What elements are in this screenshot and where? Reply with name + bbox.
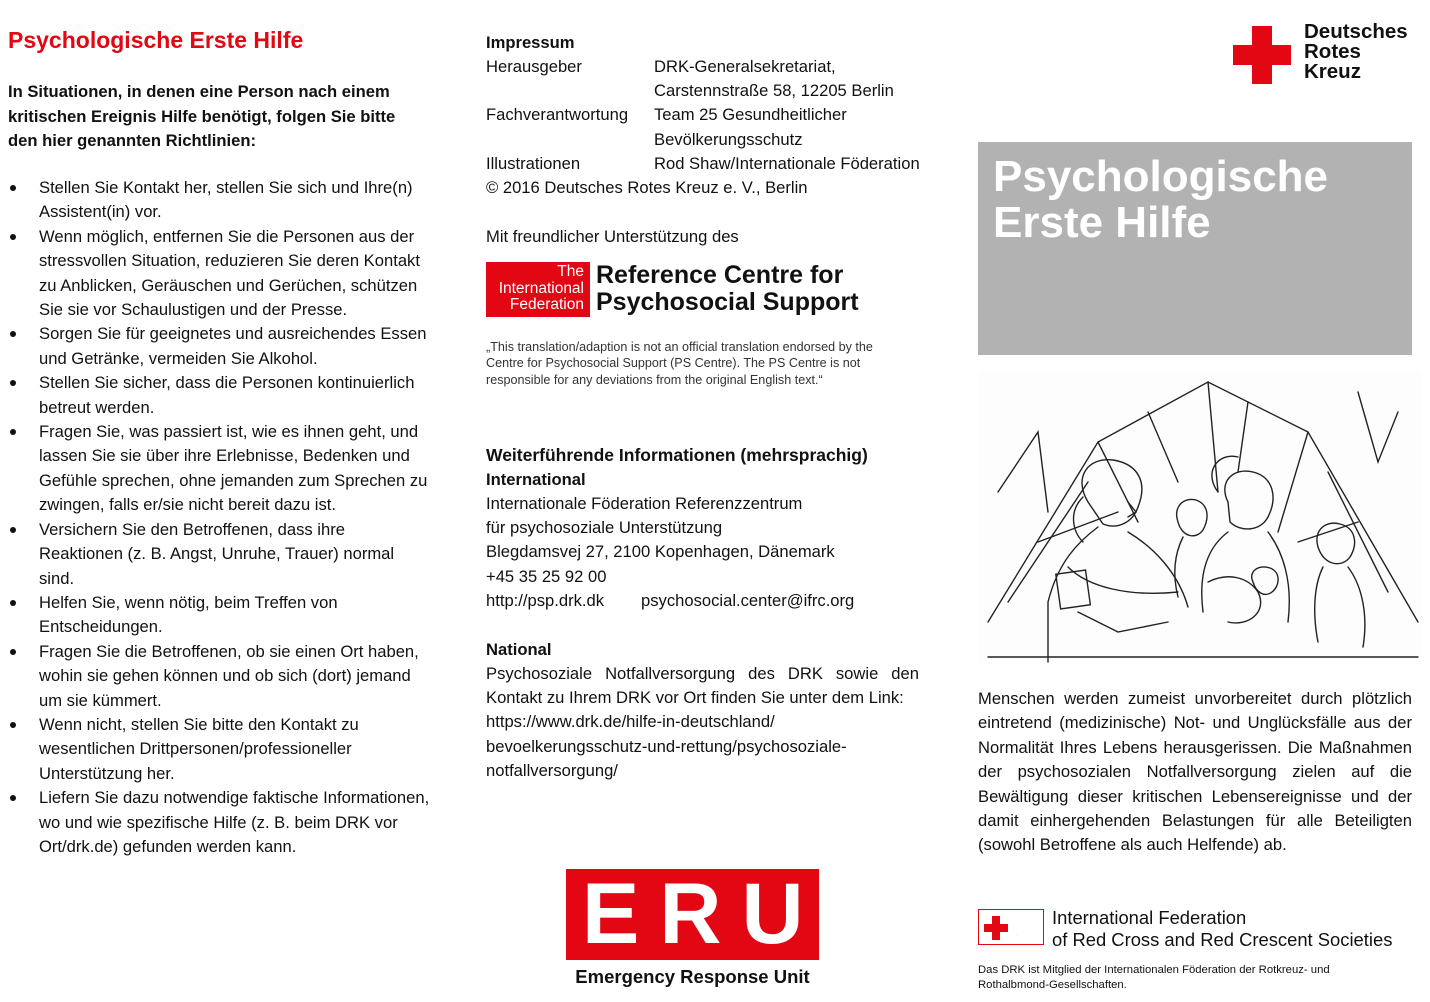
section-title: Psychologische Erste Hilfe bbox=[8, 27, 304, 53]
international-email-link[interactable]: psychosocial.center@ifrc.org bbox=[641, 591, 855, 610]
cover-title bbox=[993, 154, 1328, 246]
list-item: Stellen Sie Kontakt her, stellen Sie sich und Ihre(n) Assistent(in) vor. bbox=[8, 176, 433, 225]
ifrc-logo bbox=[978, 907, 1418, 957]
publisher-address: Carstennstraße 58, 12205 Berlin bbox=[654, 81, 894, 101]
international-web-link[interactable]: http://psp.drk.dk bbox=[486, 591, 605, 610]
eru-caption: Emergency Response Unit bbox=[575, 966, 810, 987]
logo-text: Deutsches bbox=[1304, 20, 1408, 43]
support-text: Mit freundlicher Unterstützung des bbox=[486, 227, 739, 246]
list-item: Fragen Sie die Betroffenen, ob sie einen Ort haben, wohin sie gehen können und ob sich (dort) jemand um sie kümmert. bbox=[8, 640, 433, 713]
national-link[interactable]: bevoelkerungsschutz-und-rettung/psychosoziale- bbox=[486, 737, 847, 756]
reference-centre-logo bbox=[486, 262, 876, 317]
red-cross-icon bbox=[1233, 26, 1291, 84]
list-item: Helfen Sie, wenn nötig, beim Treffen von Entscheidungen. bbox=[8, 591, 433, 640]
responsibility-value-2: Bevölkerungsschutz bbox=[654, 129, 803, 149]
reference-centre-name bbox=[596, 262, 859, 316]
list-item: Wenn möglich, entfernen Sie die Personen aus der stressvollen Situation, reduzieren Sie deren Kontakt zu Anblicken, Geräuschen und Gerüchen, schützen Sie sie vor Schaulustigen und der Presse. bbox=[8, 225, 433, 323]
list-item: Stellen Sie sicher, dass die Personen kontinuierlich betreut werden. bbox=[8, 371, 433, 420]
eru-logo: ERU bbox=[566, 869, 819, 960]
list-item: Wenn nicht, stellen Sie bitte den Kontakt zu wesentlichen Drittpersonen/professioneller Unterstützung her. bbox=[8, 713, 433, 786]
illustrations-value: Rod Shaw/Internationale Föderation bbox=[654, 153, 920, 173]
cover-title-line: Psychologische bbox=[993, 152, 1329, 201]
national-link[interactable]: notfallversorgung/ bbox=[486, 761, 618, 780]
publisher-label: Herausgeber bbox=[486, 57, 582, 76]
copyright: © 2016 Deutsches Rotes Kreuz e. V., Berlin bbox=[486, 178, 808, 198]
logo-text: of Red Cross and Red Crescent Societies bbox=[1052, 929, 1393, 950]
sketch-illustration bbox=[978, 372, 1422, 664]
cover-title-box bbox=[978, 142, 1412, 355]
list-item: Fragen Sie, was passiert ist, wie es ihnen geht, und lassen Sie sie über ihre Erlebnisse, Bedenken und Gefühle sprechen, ohne jemanden zum Sprechen zu zwingen, falls er/sie nicht bereit dazu ist. bbox=[8, 420, 433, 518]
further-info-heading: Weiterführende Informationen (mehrsprachig) bbox=[486, 445, 868, 465]
logo-text: Rotes bbox=[1304, 40, 1361, 63]
guideline-list bbox=[8, 176, 433, 859]
cover-title-line: Erste Hilfe bbox=[993, 198, 1211, 247]
ifrc-emblem bbox=[978, 909, 1044, 945]
responsibility-label: Fachverantwortung bbox=[486, 105, 629, 125]
ifrc-name bbox=[1052, 907, 1392, 951]
impressum-heading: Impressum bbox=[486, 33, 575, 52]
membership-note: Das DRK ist Mitglied der Internationalen Föderation der Rotkreuz- und Rothalbmond-Gesellschaften. bbox=[978, 964, 1330, 991]
national-heading: National bbox=[486, 640, 552, 659]
international-address: Blegdamsvej 27, 2100 Kopenhagen, Dänemark bbox=[486, 542, 835, 561]
publisher-value: DRK-Generalsekretariat, bbox=[654, 57, 836, 76]
illustrations-label: Illustrationen bbox=[486, 153, 581, 173]
international-line: Internationale Föderation Referenzzentrum bbox=[486, 494, 803, 513]
cross-crescent-icon bbox=[979, 910, 1045, 946]
list-item: Versichern Sie den Betroffenen, dass ihre Reaktionen (z. B. Angst, Unruhe, Trauer) normal sind. bbox=[8, 518, 433, 591]
list-item: Liefern Sie dazu notwendige faktische Informationen, wo und wie spezifische Hilfe (z. B. beim DRK vor Ort/drk.de) gefunden werden kann. bbox=[8, 786, 433, 859]
logo-text: Federation bbox=[509, 296, 584, 313]
cover-body-text: Menschen werden zumeist unvorbereitet durch plötzlich eintretend (medizinische) Not- und Unglücksfälle aus der Normalität Ihres Lebens herausgerissen. Die Maßnahmen der psychosozialen Notfallversorgung zielen auf die Bewältigung dieser kritischen Lebensereignisse und der damit einhergehenden Belastungen für alle Beteiligten (sowohl Betroffene als auch Helfende) ab. bbox=[978, 689, 1412, 855]
logo-text: Reference Centre for bbox=[596, 261, 844, 289]
list-item: Sorgen Sie für geeignetes und ausreichendes Essen und Getränke, vermeiden Sie Alkohol. bbox=[8, 322, 433, 371]
logo-text: Psychosocial Support bbox=[596, 288, 859, 316]
impressum-table bbox=[486, 55, 920, 200]
international-line: für psychosoziale Unterstützung bbox=[486, 518, 723, 537]
logo-text: Kreuz bbox=[1304, 60, 1361, 83]
international-heading: International bbox=[486, 470, 586, 489]
drk-wordmark bbox=[1304, 22, 1408, 82]
national-link[interactable]: https://www.drk.de/hilfe-in-deutschland/ bbox=[486, 712, 775, 731]
logo-text: International bbox=[498, 279, 584, 297]
ifrc-red-block bbox=[486, 262, 590, 317]
responsibility-value: Team 25 Gesundheitlicher bbox=[654, 105, 847, 125]
logo-text: International Federation bbox=[1052, 907, 1247, 928]
logo-text: The bbox=[557, 263, 584, 280]
international-phone: +45 35 25 92 00 bbox=[486, 567, 607, 586]
national-text: Psychosoziale Notfallversorgung des DRK sowie den Kontakt zu Ihrem DRK vor Ort finden Sie unter dem Link: bbox=[486, 664, 919, 708]
disclaimer: „This translation/adaption is not an official translation endorsed by the Centre for Psychosocial Support (PS Centre). The PS Centre is not responsible for any deviations from the original English text.“ bbox=[486, 340, 873, 387]
intro-text: In Situationen, in denen eine Person nach einem kritischen Ereignis Hilfe benötigt, folgen Sie bitte den hier genannten Richtlinien: bbox=[8, 82, 396, 150]
illustration bbox=[978, 372, 1422, 664]
